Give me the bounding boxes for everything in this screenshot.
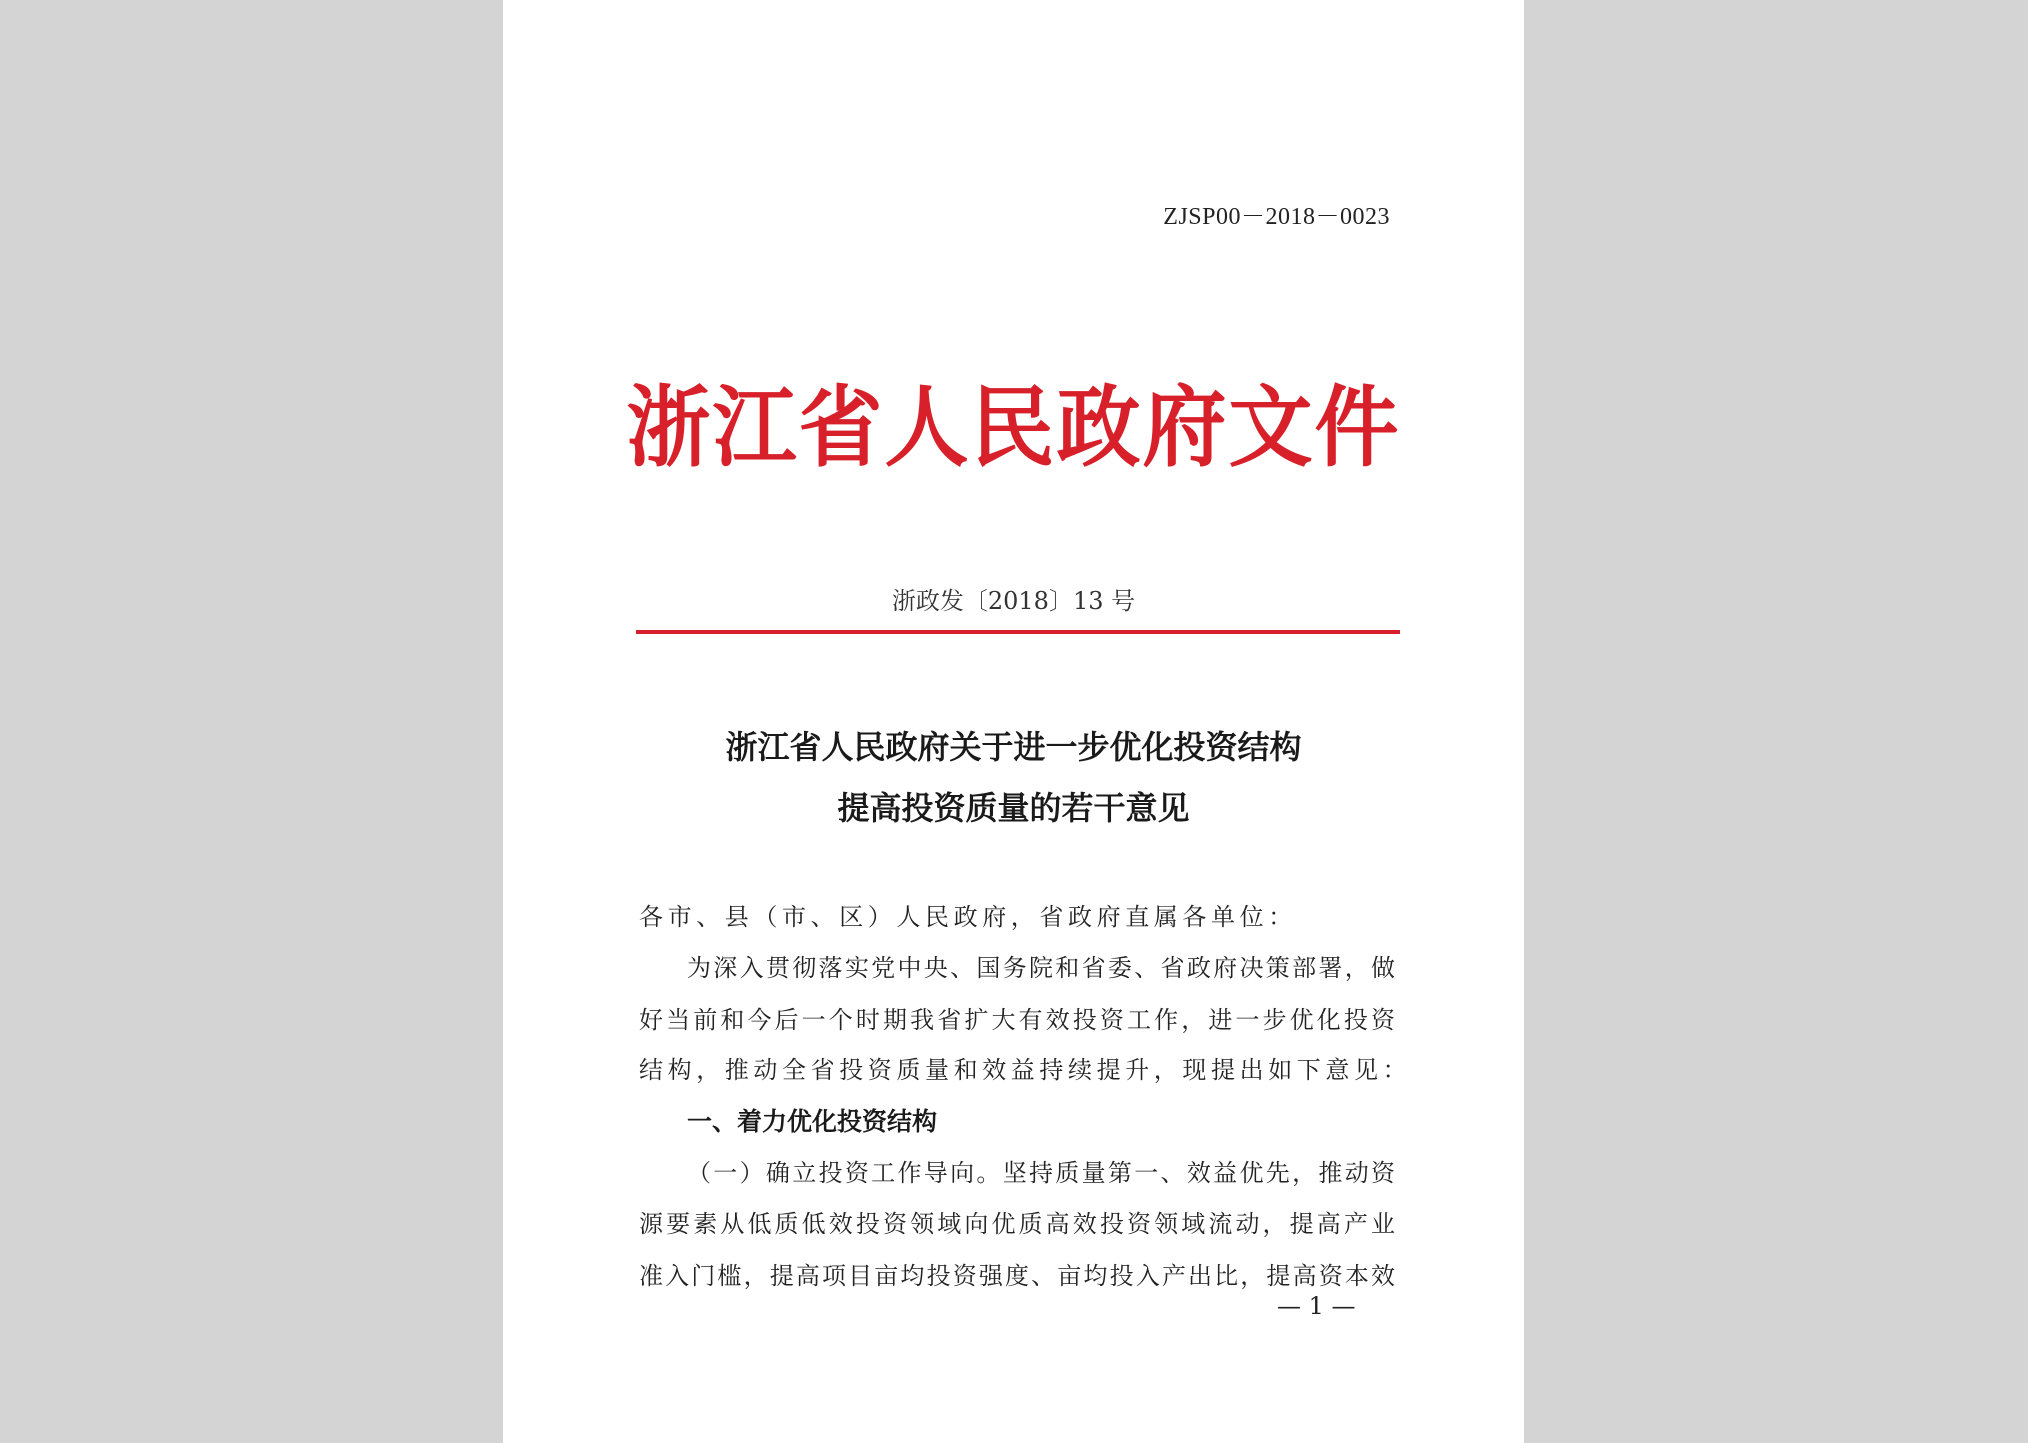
- red-divider-line: [636, 630, 1400, 634]
- document-page: [503, 0, 1524, 1443]
- item-line-1: （一）确立投资工作导向。坚持质量第一、效益优先，推动资: [687, 1159, 1395, 1187]
- page-number: — 1 —: [1277, 1292, 1356, 1320]
- document-title-line-1: 浙江省人民政府关于进一步优化投资结构: [725, 728, 1302, 766]
- item-line-2: 源要素从低质低效投资领域向优质高效投资领域流动，提高产业: [639, 1210, 1395, 1238]
- document-title-line-2: 提高投资质量的若干意见: [837, 789, 1190, 827]
- addressee-line: 各市、县（市、区）人民政府，省政府直属各单位：: [639, 903, 1297, 931]
- item-line-3: 准入门槛，提高项目亩均投资强度、亩均投入产出比，提高资本效: [639, 1262, 1395, 1290]
- document-number: 浙政发〔2018〕13 号: [891, 587, 1136, 615]
- intro-line-3: 结构，推动全省投资质量和效益持续提升，现提出如下意见：: [639, 1056, 1412, 1084]
- intro-line-2: 好当前和今后一个时期我省扩大有效投资工作，进一步优化投资: [639, 1006, 1395, 1034]
- section-heading: 一、着力优化投资结构: [687, 1107, 938, 1136]
- intro-line-1: 为深入贯彻落实党中央、国务院和省委、省政府决策部署，做: [687, 954, 1395, 982]
- masthead-title: 浙江省人民政府文件: [626, 374, 1401, 479]
- document-code: ZJSP00－2018－0023: [1163, 204, 1390, 230]
